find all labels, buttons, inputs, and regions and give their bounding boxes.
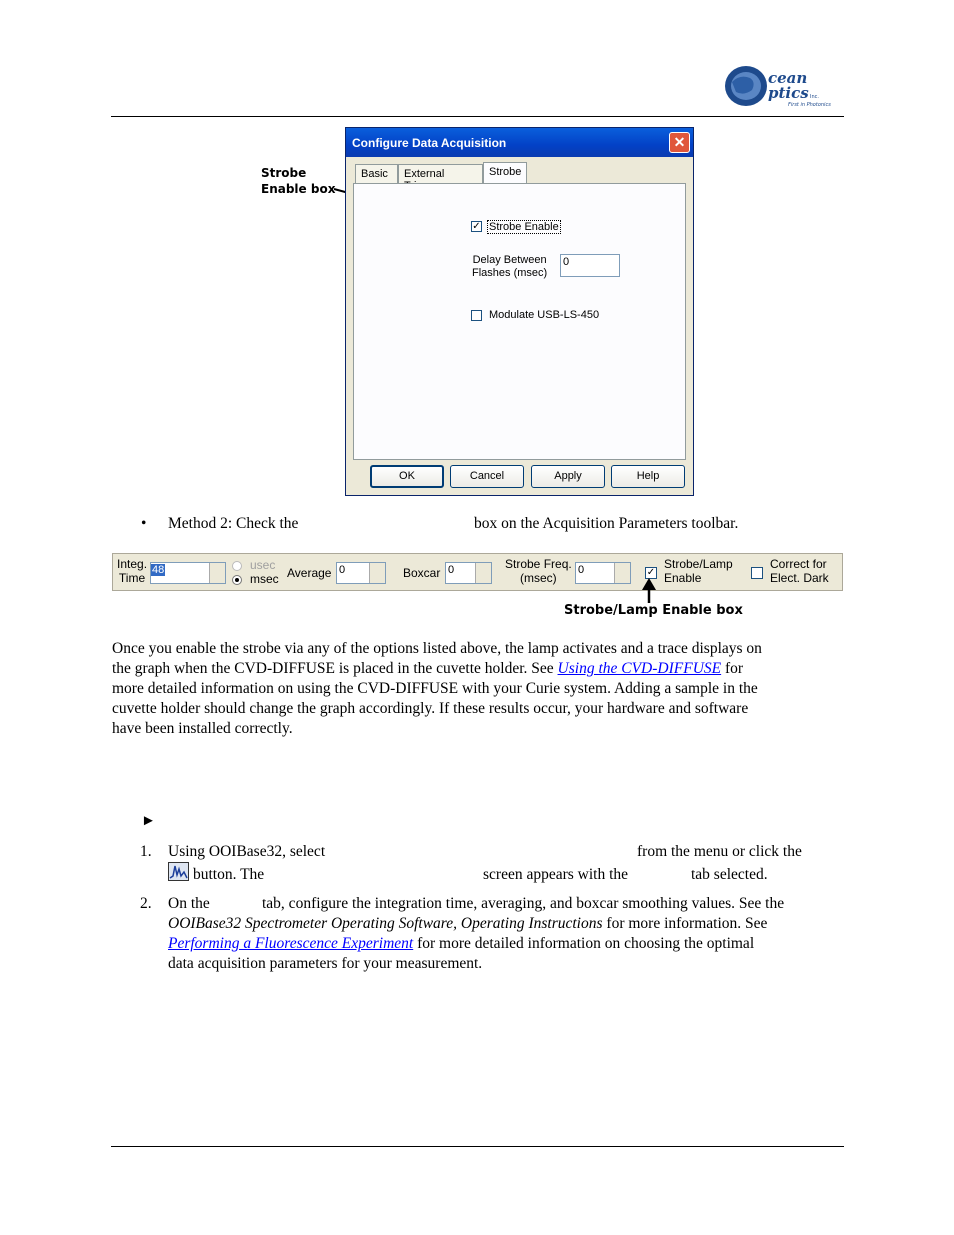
close-icon[interactable]: ✕ xyxy=(669,132,690,153)
step-number: 2. xyxy=(140,895,152,912)
integ-time-spinner[interactable] xyxy=(209,563,225,583)
boxcar-input[interactable] xyxy=(445,562,492,584)
strobe-lamp-enable-checkbox[interactable]: ✓ xyxy=(646,567,656,578)
body-paragraph xyxy=(112,639,844,739)
help-button[interactable]: Help xyxy=(611,465,685,488)
text: OOIBase32 Spectrometer Operating Software, Operating Instructions xyxy=(168,915,603,932)
paragraph-line: more detailed information on using the CVD-DIFFUSE with your Curie system. Adding a sample in the xyxy=(112,680,758,697)
label-line: Enable xyxy=(664,571,702,585)
svg-text:First in Photonics: First in Photonics xyxy=(788,102,831,108)
integ-time-label xyxy=(117,557,147,585)
svg-text:cean: cean xyxy=(768,69,808,87)
bullet-text-post: box on the Acquisition Parameters toolbar. xyxy=(474,515,739,532)
tab-basic[interactable]: Basic xyxy=(355,164,398,184)
boxcar-spinner[interactable] xyxy=(475,563,491,583)
integ-time-input[interactable] xyxy=(150,562,226,584)
usec-label: usec xyxy=(250,558,276,572)
strobe-lamp-enable-callout: Strobe/Lamp Enable box xyxy=(564,603,743,618)
toolbar-callout-arrow xyxy=(639,576,659,604)
link-using-cvd-diffuse[interactable]: Using the CVD-DIFFUSE xyxy=(557,660,722,677)
strobe-tab-panel xyxy=(353,183,686,460)
label-line: Correct for xyxy=(770,557,827,571)
modulate-checkbox[interactable] xyxy=(471,310,482,321)
svg-text:Inc.: Inc. xyxy=(810,94,819,100)
strobe-freq-spinner[interactable] xyxy=(614,563,630,583)
boxcar-value: 0 xyxy=(448,564,455,576)
strobe-enable-label: Strobe Enable xyxy=(489,221,559,233)
average-value: 0 xyxy=(339,564,346,576)
step2-line2 xyxy=(168,914,767,934)
label-line: Elect. Dark xyxy=(770,571,829,585)
strobe-freq-value: 0 xyxy=(578,564,585,576)
step2-line4: data acquisition parameters for your measurement. xyxy=(168,955,483,972)
text: the graph when the CVD-DIFFUSE is placed in the cuvette holder. See xyxy=(112,660,554,677)
strobe-enable-checkbox[interactable]: ✓ xyxy=(472,221,481,232)
text: for more information. See xyxy=(606,915,768,932)
tab-strobe[interactable]: Strobe xyxy=(483,162,527,184)
text: for more detailed information on choosing the optimal xyxy=(417,935,755,952)
dialog-title: Configure Data Acquisition xyxy=(352,136,507,150)
boxcar-label: Boxcar xyxy=(403,566,441,580)
cancel-button[interactable]: Cancel xyxy=(450,465,524,488)
correct-elect-dark-checkbox[interactable] xyxy=(751,567,763,579)
bullet-text-pre: Method 2: Check the xyxy=(168,515,299,532)
dialog-title-bar xyxy=(346,128,693,157)
delay-label-line: Flashes (msec) xyxy=(472,267,548,279)
paragraph-line: have been installed correctly. xyxy=(112,720,293,737)
step1-text-e: tab selected. xyxy=(691,866,768,883)
svg-text:ptics: ptics xyxy=(768,84,809,102)
delay-label-line: Delay Between xyxy=(472,254,547,266)
label-line: Strobe/Lamp xyxy=(664,557,733,571)
average-label: Average xyxy=(287,566,332,580)
paragraph-line: cuvette holder should change the graph accordingly. If these results occur, your hardware and software xyxy=(112,700,749,717)
link-performing-fluorescence[interactable]: Performing a Fluorescence Experiment xyxy=(168,935,414,952)
strobe-freq-input[interactable] xyxy=(575,562,631,584)
header-rule xyxy=(111,116,844,117)
usec-radio[interactable] xyxy=(232,561,242,571)
step2-line3 xyxy=(168,934,754,954)
bullet-marker: • xyxy=(141,515,147,532)
modulate-label: Modulate USB-LS-450 xyxy=(489,309,600,321)
delay-label xyxy=(472,254,547,280)
procedure-marker: ► xyxy=(141,813,156,829)
callout-line: Strobe xyxy=(261,166,307,180)
tab-external-trigger[interactable]: External xyxy=(398,164,483,184)
label-line: Time xyxy=(118,571,146,585)
average-input[interactable] xyxy=(336,562,386,584)
step-number: 1. xyxy=(140,843,152,860)
step1-text-b: from the menu or click the xyxy=(637,843,802,860)
ok-button[interactable]: OK xyxy=(370,465,444,488)
step1-text-c: button. The xyxy=(193,866,265,883)
strobe-freq-label xyxy=(505,557,572,585)
label-line: Strobe Freq. xyxy=(505,557,572,571)
strobe-lamp-enable-label xyxy=(664,557,733,585)
step1-text-a: Using OOIBase32, select xyxy=(168,843,326,860)
delay-input[interactable]: 0 xyxy=(560,254,620,277)
integ-time-value: 48 xyxy=(152,564,165,576)
configure-data-acquisition-dialog xyxy=(345,127,694,496)
scope-mode-icon[interactable] xyxy=(168,862,189,881)
text: for xyxy=(725,660,744,677)
label-line: Integ. xyxy=(117,557,148,571)
callout-line: Enable box xyxy=(261,182,336,196)
correct-elect-dark-label xyxy=(770,557,829,585)
step2-text-b: tab, configure the integration time, averaging, and boxcar smoothing values. See the xyxy=(262,895,785,912)
step1-text-d: screen appears with the xyxy=(483,866,629,883)
ocean-optics-logo xyxy=(724,64,846,108)
label-line: (msec) xyxy=(520,571,557,585)
acquisition-parameters-toolbar xyxy=(112,553,843,591)
paragraph-line xyxy=(112,659,844,679)
msec-label: msec xyxy=(250,572,279,586)
step2-text-a: On the xyxy=(168,895,210,912)
strobe-enable-callout xyxy=(261,165,335,197)
average-spinner[interactable] xyxy=(369,563,385,583)
apply-button[interactable]: Apply xyxy=(531,465,605,488)
paragraph-line: Once you enable the strobe via any of the options listed above, the lamp activates and a trace displays on xyxy=(112,640,762,657)
msec-radio[interactable] xyxy=(232,575,242,585)
footer-rule xyxy=(111,1146,844,1147)
